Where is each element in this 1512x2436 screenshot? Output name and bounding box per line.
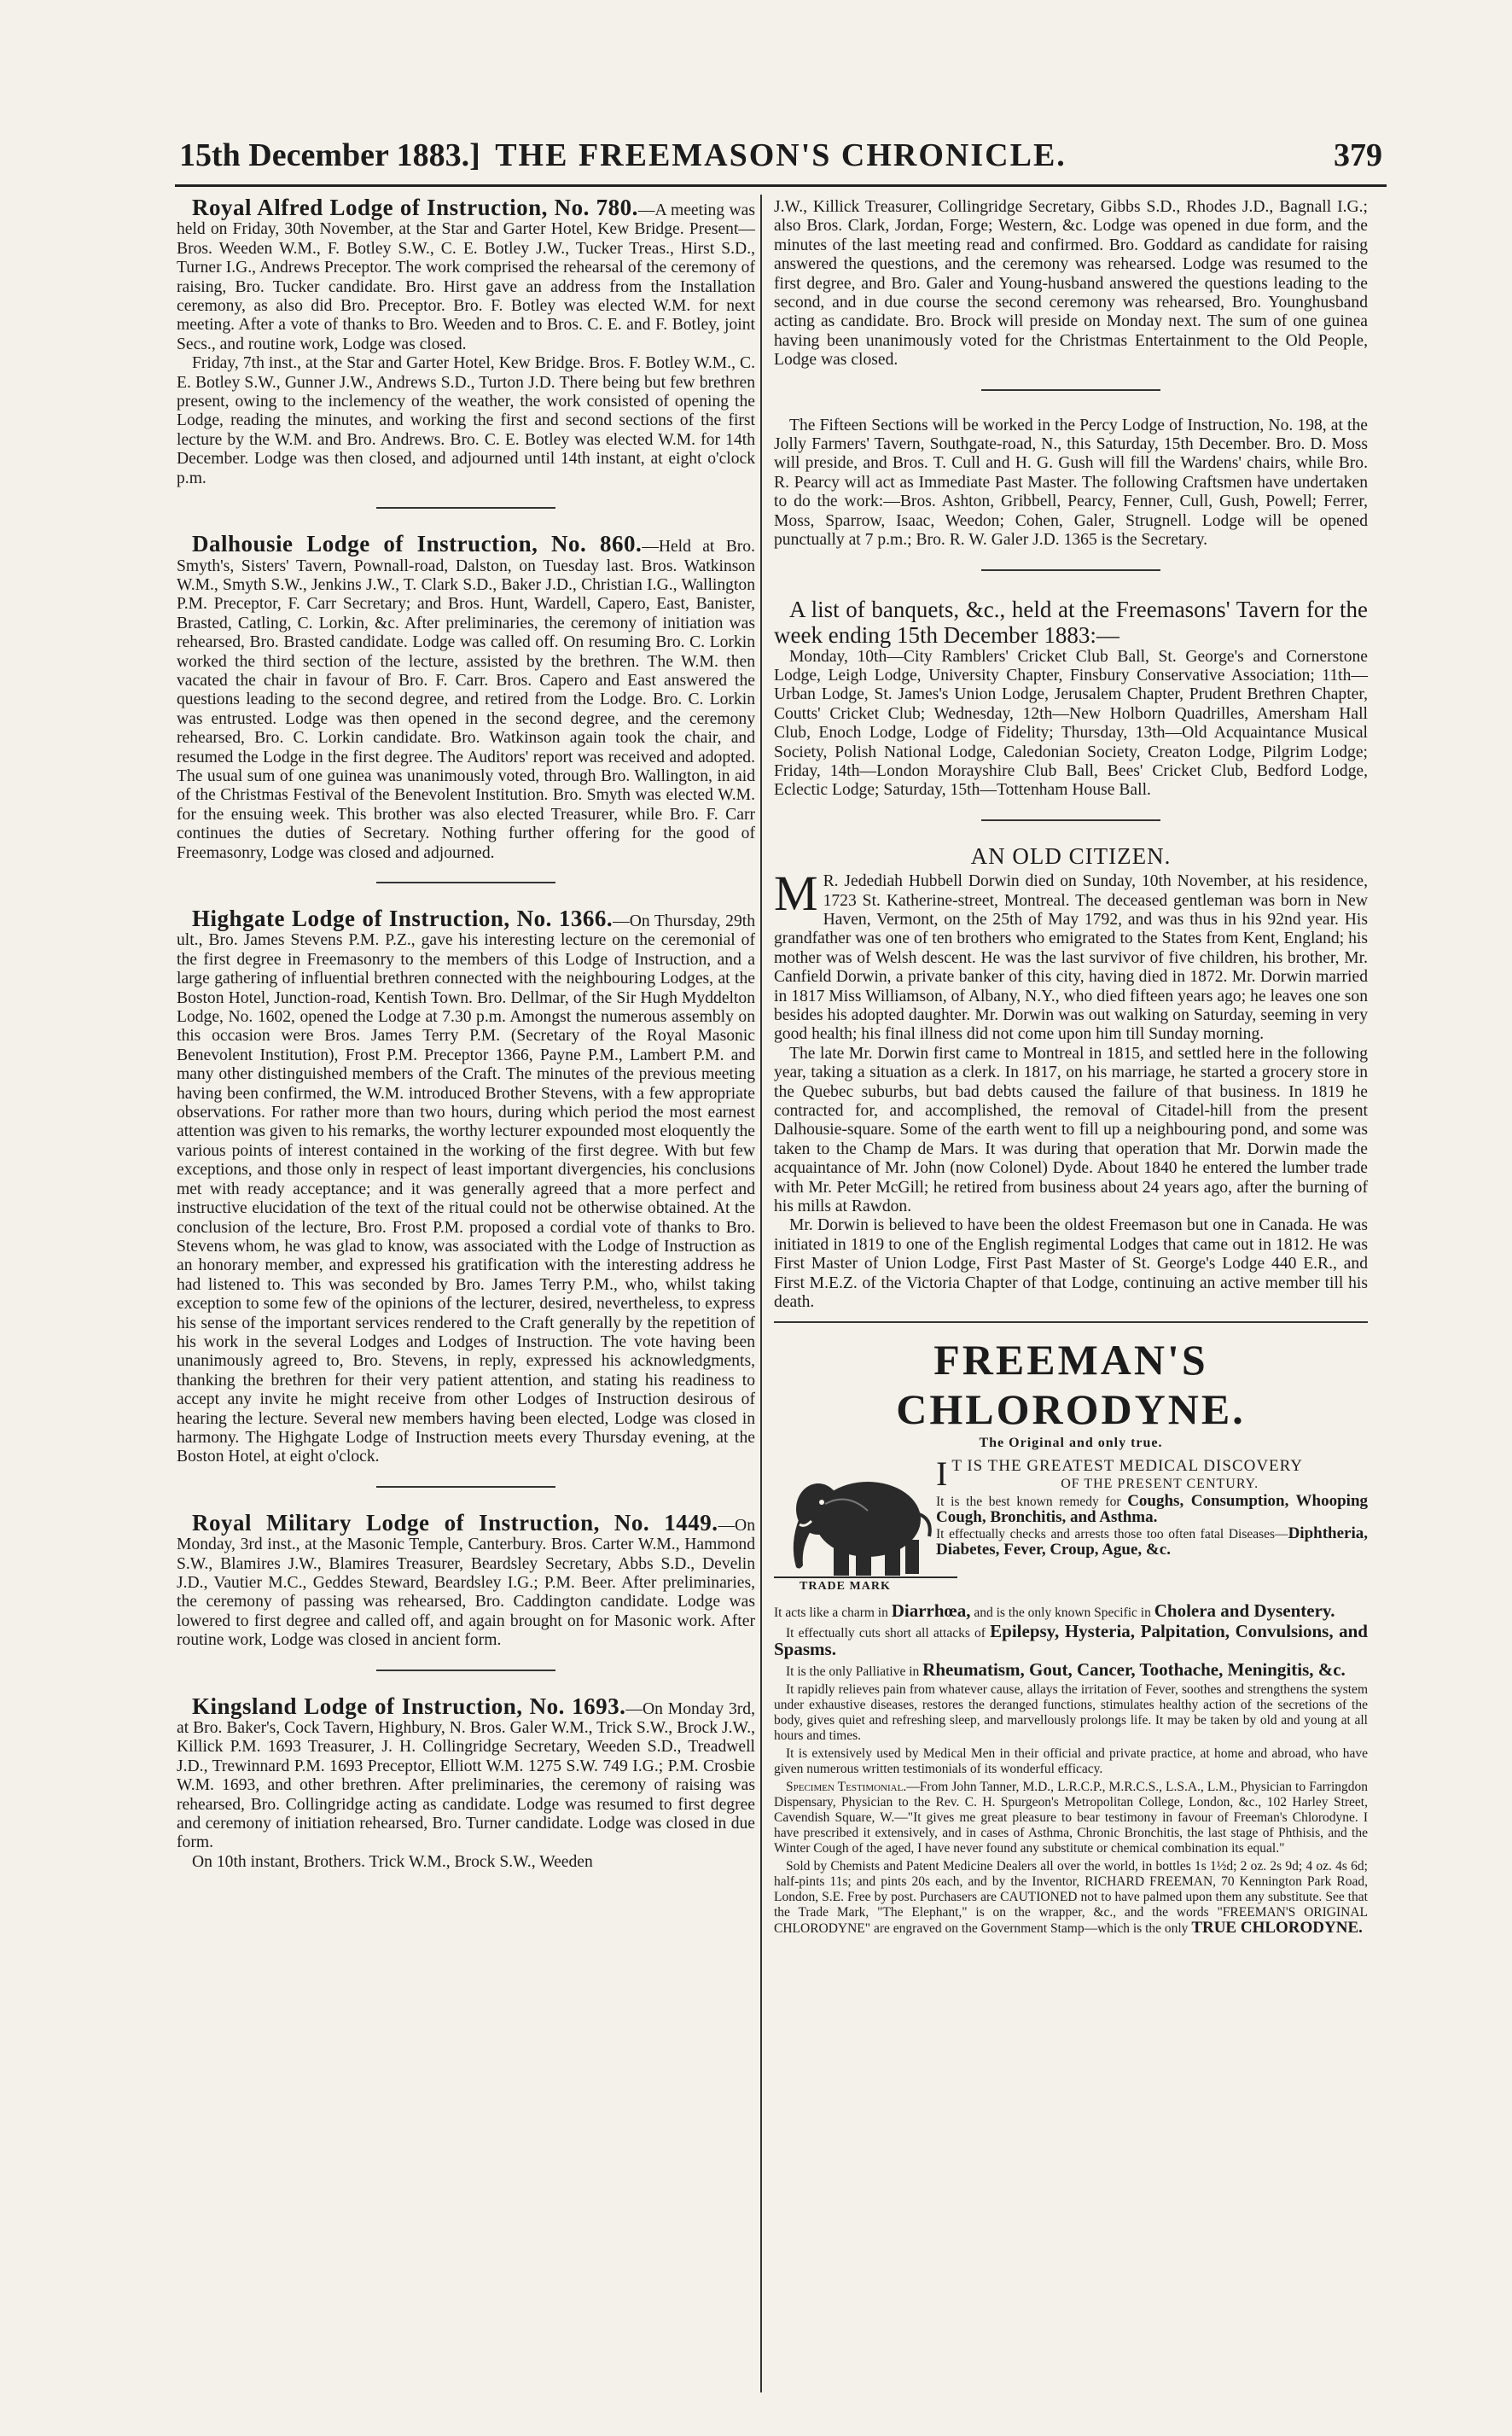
- testimonial-text: —From John Tanner, M.D., L.R.C.P., M.R.C.S., L.S.A., L.M., Physician to Farringdon Dispensary, Physician to the Rev. C. H. Spurgeon's Metropolitan College, London, &c., 102 Harley Street, Cavendish Square, W.—"It gives me great pleasure to bear testimony in favour of Freeman's Chlorodyne. I have prescribed it extensively, and in cases of Asthma, Chronic Bronchitis, the last stage of Phthisis, and the Winter Cough of the aged, I have never found any substitute or chemical combination its equal.": [774, 1779, 1368, 1856]
- article-heading: Kingsland Lodge of Instruction, No. 1693.: [192, 1693, 626, 1719]
- article-banquets: [774, 597, 1368, 801]
- advert-text: It effectually checks and arrests those too often fatal Diseases—: [936, 1527, 1288, 1542]
- advert-emphasis: Coughs, Consumption, Whooping Cough, Bronchitis, and Asthma.: [936, 1492, 1369, 1527]
- article-royal-military: [177, 1509, 755, 1651]
- advert-trademark-block: [774, 1454, 1369, 1603]
- drop-cap: M: [774, 865, 818, 922]
- article-heading: Royal Alfred Lodge of Instruction, No. 780.: [192, 195, 638, 220]
- article-body: —On Thursday, 29th ult., Bro. James Stevens P.M. P.Z., gave his interesting lecture on the ceremonial of the first degree in Freemasonry to the members of this Lodge of Instruction, and a large gathering of influential brethren connected with the neighbouring Lodges, at the Boston Hotel, Junction-road, Kentish Town. Bro. Dellmar, of the Sir Hugh Myddelton Lodge, No. 1602, opened the Lodge at 7.30 p.m. Amongst the numerous assembly on this occasion were Bros. James Terry P.M. (Secretary of the Royal Masonic Benevolent Institution), Frost P.M. Preceptor 1366, Payne P.M., Lambert P.M. and many other distinguished members of the Craft. The minutes of the previous meeting having been confirmed, the W.M. introduced Brother Stevens, with a few appropriate observations. For rather more than two hours, during which period the most earnest attention was given to his remarks, the worthy lecturer expounded most eloquently the various points of interest contained in the working of the first degree. With but few exceptions, and those only in respect of least important divergencies, his conclusions met with ready acceptance; and it was generally agreed that a more perfect and instructive elucidation of the text of the ritual could not be otherwise obtained. At the conclusion of the lecture, Bro. Frost P.M. proposed a cordial vote of thanks to Bro. Stevens whom, he was glad to know, was associated with the Lodge of Instruction as an honorary member, and expressed his gratification with the interesting address he had listened to. This was seconded by Bro. James Terry P.M., who, whilst taking exception to some few of the opinions of the lecturer, desired, nevertheless, to express his sense of the important services rendered to the Craft generally by the repetition of his work in the several Lodges and Lodges of Instruction. The vote having been unanimously agreed to, Bro. Stevens, in reply, expressed his acknowledgments, thanking the brethren for their very patient attention, and stating his readiness to accept any invite he might receive from other Lodges of Instruction desirous of hearing the lecture. Several new members having been elected, Lodge was closed in harmony. The Highgate Lodge of Instruction meets every Thursday evening, at the Boston Hotel, at eight o'clock.: [177, 912, 755, 1466]
- chlorodyne-advert: [774, 1335, 1368, 1937]
- advert-line: [936, 1494, 1368, 1526]
- advert-text: It effectually cuts short all attacks of: [786, 1625, 986, 1641]
- true-chlorodyne-label: TRUE CHLORODYNE.: [1191, 1918, 1363, 1937]
- advert-paragraph: It is extensively used by Medical Men in their official and private practice, at home and abroad, who have given numerous written testimonials of its wonderful efficacy.: [774, 1745, 1368, 1776]
- advert-discovery-text: T IS THE GREATEST MEDICAL DISCOVERY: [951, 1456, 1304, 1475]
- article-old-citizen: [774, 842, 1368, 1313]
- article-heading: Dalhousie Lodge of Instruction, No. 860.: [192, 531, 643, 557]
- advert-text: It acts like a charm in: [774, 1605, 888, 1620]
- section-rule: [376, 882, 555, 883]
- article-royal-alfred: [177, 195, 755, 488]
- right-column: [774, 198, 1368, 1939]
- advert-emphasis: Diarrhœa,: [891, 1600, 971, 1621]
- advert-rule: [774, 1321, 1368, 1323]
- header-rule: [175, 184, 1387, 187]
- article-body: —Held at Bro. Smyth's, Sisters' Tavern, Pownall-road, Dalston, on Tuesday last. Bros. Watkinson W.M., Smyth S.W., Jenkins J.W., T. Clark S.D., Baker J.D., Christian I.G., Wallington P.M. Preceptor, F. Carr Secretary; and Bros. Hunt, Wardell, Capero, East, Banister, Brasted, Catling, C. Lorkin, &c. After preliminaries, the ceremony of initiation was rehearsed, Bro. Brasted candidate. Lodge was called off. On resuming Bro. C. Lorkin worked the third section of the lecture, assisted by the brethren. The W.M. then vacated the chair in favour of Bro. F. Carr. Bros. Capero and East answered the questions leading to the second degree, and retired from the Lodge. Bro. C. Lorkin was entrusted. Lodge was then opened in the second degree, and the ceremony rehearsed, Bro. C. Lorkin candidate. Bro. Watkinson again took the chair, and resumed the Lodge in the first degree. The Auditors' report was received and adopted. The usual sum of one guinea was unanimously voted, through Bro. Wallington, in aid of the Christmas Festival of the Benevolent Institution. Bro. Smyth was elected W.M. for the ensuing week. This brother was also elected Treasurer, while Bro. F. Carr continues the duties of Secretary. Nothing further offering for the good of Freemasonry, Lodge was closed and adjourned.: [177, 538, 755, 862]
- advert-text: and is the only known Specific in: [974, 1605, 1151, 1620]
- article-highgate: [177, 906, 755, 1467]
- article-paragraph: Friday, 7th inst., at the Star and Garter Hotel, Kew Bridge. Bros. F. Botley W.M., C. E. Botley S.W., Gunner J.W., Andrews S.D., Turton J.D. There being but few brethren present, owing to the inclemency of the weather, the work consisted of opening the Lodge, reading the minutes, and working the first and second sections of the first lecture by the W.M. and Bro. Andrews. Bro. C. E. Botley was elected W.M. for 14th December. Lodge was then closed, and adjourned until 14th instant, at eight o'clock p.m.: [177, 354, 755, 487]
- advert-text: Sold by Chemists and Patent Medicine Dealers all over the world, in bottles 1s 1½d; 2 oz. 2s 9d; 4 oz. 4s 6d; half-pints 11s; and pints 20s each, and by the Inventor, RICHARD FREEMAN, 70 Kennington Park Road, London, S.E. Free by post. Purchasers are CAUTIONED not to have palmed upon them any substitute. See that the Trade Mark, "The Elephant," is on the wrapper, &c., and the words "FREEMAN'S ORIGINAL CHLORODYNE" are engraved on the Government Stamp—which is the only: [774, 1858, 1368, 1936]
- article-fifteen-sections: [774, 417, 1368, 551]
- article-kingsland-continued: [774, 198, 1368, 370]
- column-divider: [760, 195, 762, 2392]
- advert-emphasis: Cholera and Dysentery.: [1154, 1600, 1335, 1621]
- section-rule: [981, 819, 1160, 821]
- article-body: —A meeting was held on Friday, 30th November, at the Star and Garter Hotel, Kew Bridge. Present—Bros. Weeden W.M., F. Botley S.W., C. E. Botley J.W., Tucker Treas., Hirst S.D., Turner I.G., Andrews Preceptor. The work comprised the rehearsal of the ceremony of raising, Bro. Tucker candidate. Bro. Hirst gave an address from the Installation ceremony, as also did Bro. Preceptor. Bro. F. Botley was elected W.M. for next meeting. After a vote of thanks to Bro. Weeden and to Bros. C. E. and F. Botley, joint Secs., and routine work, Lodge was closed.: [177, 201, 755, 353]
- advert-title: FREEMAN'S CHLORODYNE.: [896, 1335, 1246, 1433]
- section-rule: [376, 1486, 555, 1488]
- issue-date: 15th December 1883.]: [179, 137, 480, 173]
- article-body: R. Jedediah Hubbell Dorwin died on Sunday, 10th November, at his residence, 1723 St. Katherine-street, Montreal. The deceased gentleman was born in New Haven, Vermont, on the 25th of May 1792, and was thus in his 92nd year. His grandfather was one of ten brothers who emigrated to the States from Kent, England; his mother was of Welsh descent. He was the last survivor of five children, his brother, Mr. Canfield Dorwin, a private banker of this city, having died in 1872. Mr. Dorwin married in 1817 Miss Williamson, of Albany, N.Y., who died fifteen years ago; he leaves one son besides his adopted daughter. Mr. Dorwin was out walking on Saturday, seeming in very good health; his final illness did not come upon him till Sunday morning.: [774, 872, 1368, 1044]
- banquets-heading: A list of banquets, &c., held at the Freemasons' Tavern for the week ending 15th December 1883:—: [774, 596, 1368, 648]
- article-paragraph: J.W., Killick Treasurer, Collingridge Secretary, Gibbs S.D., Rhodes J.D., Bagnall I.G.; also Bros. Clark, Jordan, Forge; Western, &c. Lodge was opened in due form, and the minutes of the last meeting read and confirmed. Bro. Goddard as candidate for raising answered the questions, and the ceremony was rehearsed. Lodge was resumed to the first degree, and Bro. Galer and Young-husband answered the questions leading to the second, and in due course the second ceremony was rehearsed, Bro. Younghusband acting as candidate. Bro. Brock will preside on Monday next. The sum of one guinea having been unanimously voted for the Christmas Entertainment to the Old People, Lodge was closed.: [774, 198, 1368, 370]
- advert-emphasis: Rheumatism, Gout, Cancer, Toothache, Meningitis, &c.: [922, 1658, 1346, 1680]
- article-body: —On Monday 3rd, at Bro. Baker's, Cock Tavern, Highbury, N. Bros. Galer W.M., Trick S.W., Brock J.W., Killick P.M. 1693 Treasurer, J. H. Collingridge Secretary, Weeden S.D., Treadwell J.D., Trewinnard P.M. 1693 Preceptor, Elliott W.M. 1275 S.W. 749 I.G.; P.M. Crosbie W.M. 1693, and other brethren. After preliminaries, the ceremony of raising was rehearsed, Bro. Collingridge acting as candidate. Lodge was resumed to first degree and ceremony of initiation rehearsed, Bro. Turner candidate. Lodge was closed in due form.: [177, 1699, 755, 1852]
- advert-initial: I: [936, 1454, 949, 1493]
- article-kingsland: [177, 1693, 755, 1873]
- section-rule: [981, 389, 1160, 391]
- article-heading: Highgate Lodge of Instruction, No. 1366.: [192, 906, 614, 931]
- advert-subtitle: The Original and only true.: [979, 1435, 1163, 1450]
- section-rule: [376, 507, 555, 509]
- article-body: —On Monday, 3rd inst., at the Masonic Temple, Canterbury. Bros. Carter W.M., Hammond S.W., Blamires J.W., Blamires Treasurer, Beardsley Secretary, Abbs S.D., Develin J.D., Vautier M.C., Geddes Steward, Beardsley I.G.; P.M. Beer. After preliminaries, the ceremony of passing was rehearsed, Bro. Caddington candidate. Lodge was lowered to first degree and called off, and again brought on for Masonic work. After routine work, Lodge was closed in ancient form.: [177, 1516, 755, 1650]
- running-head: [179, 128, 1382, 179]
- page-number: 379: [1334, 137, 1382, 173]
- advert-claims: [936, 1454, 1369, 1559]
- advert-text: It is the best known remedy for: [936, 1495, 1121, 1510]
- advert-text: It is the only Palliative in: [786, 1664, 920, 1679]
- section-rule: [981, 569, 1160, 571]
- article-heading: Royal Military Lodge of Instruction, No. 1449.: [192, 1509, 718, 1536]
- advert-emphasis: Epilepsy, Hysteria, Palpitation, Convulsions, and Spasms.: [774, 1620, 1368, 1659]
- advert-century: OF THE PRESENT CENTURY.: [1061, 1476, 1259, 1491]
- advert-emphasis: Diphtheria, Diabetes, Fever, Croup, Ague, &c.: [936, 1524, 1368, 1559]
- article-paragraph: Mr. Dorwin is believed to have been the oldest Freemason but one in Canada. He was initiated in 1819 to one of the English regimental Lodges that came out in 1812. He was First Master of Union Lodge, First Past Master of St. George's Lodge 440 E.R., and First M.E.Z. of the Victoria Chapter of that Lodge, continuing an active member till his death.: [774, 1216, 1368, 1312]
- article-dalhousie: [177, 531, 755, 863]
- left-column: [177, 195, 755, 1872]
- testimonial-label: Specimen Testimonial.: [786, 1779, 907, 1794]
- trade-mark-label: TRADE MARK: [800, 1579, 891, 1593]
- advert-body: [774, 1600, 1368, 1937]
- article-paragraph: Monday, 10th—City Ramblers' Cricket Club Ball, St. George's and Cornerstone Lodge, Leigh Lodge, University Chapter, Finsbury Conservative Association; 11th—Urban Lodge, St. James's Union Lodge, Jerusalem Chapter, Prudent Brethren Chapter, Coutts' Cricket Club; Wednesday, 12th—New Holborn Quadrilles, Amersham Hall Club, Enoch Lodge, Lodge of Fidelity; Thursday, 13th—Old Acquaintance Musical Society, Polish National Lodge, Caledonian Society, Creaton Lodge, Pilgrim Lodge; Friday, 14th—London Morayshire Club Ball, Bees' Cricket Club, Bedford Lodge, Eclectic Lodge; Saturday, 15th—Tottenham House Ball.: [774, 647, 1368, 800]
- elephant-trademark-icon: [774, 1454, 957, 1586]
- article-paragraph: The Fifteen Sections will be worked in the Percy Lodge of Instruction, No. 198, at the Jolly Farmers' Tavern, Southgate-road, N., this Saturday, 15th December. Bro. D. Moss will preside, and Bros. T. Cull and H. G. Gush will fill the Wardens' chairs, while Bro. R. Pearcy will act as Immediate Past Master. The following Craftsmen have undertaken to do the work:—Bros. Ashton, Gribbell, Pearcy, Fenner, Cull, Gush, Powell; Ferrer, Moss, Sparrow, Isaac, Weedon; Cohen, Galer, Strugnell. Lodge will be opened punctually at 7 p.m.; Bro. R. W. Galer J.D. 1365 is the Secretary.: [774, 416, 1368, 550]
- article-paragraph: The late Mr. Dorwin first came to Montreal in 1815, and settled here in the following year, taking a situation as a clerk. In 1817, on his marriage, he started a grocery store in the Quebec suburbs, but bad debts caused the failure of that business. In 1819 he contracted for, and accomplished, the removal of Citadel-hill from the present Dalhousie-square. Some of the earth went to fill up a neighbouring pond, and some was taken to the Champ de Mars. It was during that operation that Mr. Dorwin made the acquaintance of Mr. John (now Colonel) Dyde. About 1840 he entered the lumber trade with Mr. Peter McGill; he retired from business about 24 years ago, after the burning of his mills at Rawdon.: [774, 1044, 1368, 1216]
- article-title: AN OLD CITIZEN.: [970, 842, 1172, 869]
- article-paragraph: On 10th instant, Brothers. Trick W.M., Brock S.W., Weeden: [192, 1852, 593, 1871]
- section-rule: [376, 1670, 555, 1671]
- advert-paragraph: It rapidly relieves pain from whatever cause, allays the irritation of Fever, soothes and strengthens the system under exhaustive diseases, restores the deranged functions, stimulates healthy action of the secretions of the body, gives quiet and refreshing sleep, and marvellously prolongs life. It may be taken by old and young at all hours and times.: [774, 1681, 1368, 1743]
- paper-title: THE FREEMASON'S CHRONICLE.: [495, 137, 1067, 173]
- advert-line: [936, 1526, 1368, 1559]
